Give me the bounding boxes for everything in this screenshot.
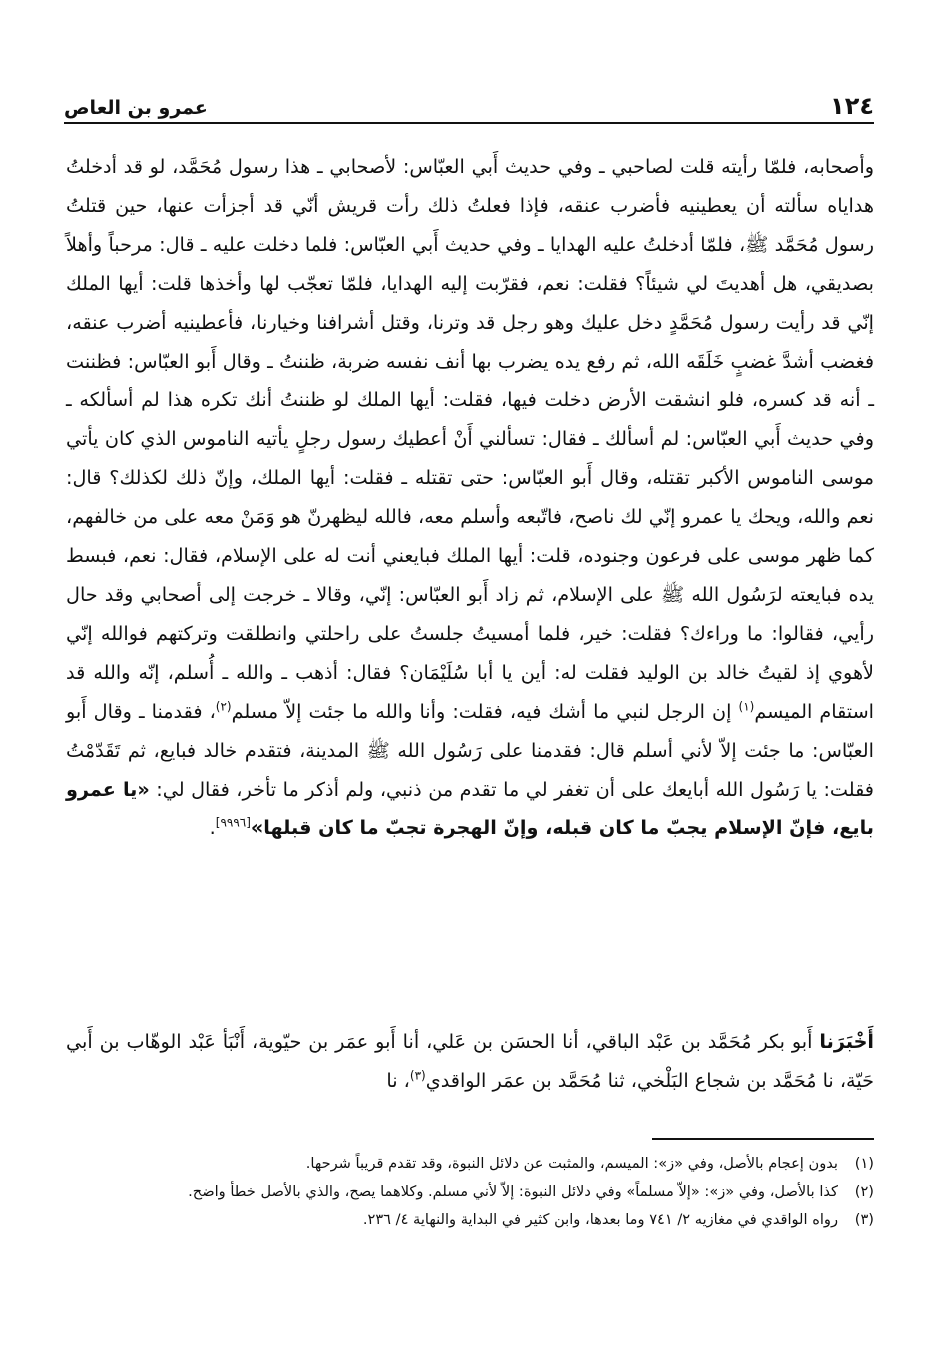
page-header xyxy=(64,78,874,124)
footnote-item xyxy=(66,1150,874,1178)
isnad-text-1: أَبو بكر مُحَمَّد بن عَبْد الباقي، أنا الحسَن بن عَلي، أنا أَبو عمَر بن حيّوية، أَنْبَأ عَبْد الوهّاب بن أَبي حَيّة، نا مُحَمَّد بن شجاع البَلْخي، ثنا مُحَمَّد بن عمَر الواقدي xyxy=(66,1030,874,1092)
footnote-item xyxy=(66,1206,874,1234)
footnote-ref-1: (١) xyxy=(738,699,755,714)
footnote-number: (١) xyxy=(854,1155,874,1172)
page-number: ١٢٤ xyxy=(830,92,874,120)
footnote-text: بدون إعجام بالأصل، وفي «ز»: الميسم، والمثبت عن دلائل النبوة، وقد تقدم قريباً شرحها. xyxy=(305,1155,838,1172)
isnad-paragraph xyxy=(66,1022,874,1100)
footnote-divider xyxy=(652,1138,874,1140)
footnotes-list xyxy=(66,1150,874,1234)
footnote-number: (٣) xyxy=(854,1211,874,1228)
footnote-ref-3: (٣) xyxy=(409,1068,426,1083)
footnote-text: رواه الواقدي في مغازيه ٢/ ٧٤١ وما بعدها، وابن كثير في البداية والنهاية ٤/ ٢٣٦. xyxy=(362,1211,838,1228)
isnad-lead-word: أَخْبَرَنا xyxy=(819,1030,874,1053)
isnad-text-2: ، نا xyxy=(386,1069,410,1092)
main-paragraph-end: . xyxy=(209,816,216,840)
hadith-quote: «يا عمرو بايع، فإنّ الإسلام يجبّ ما كان قبله، وإنّ الهجرة تجبّ ما كان قبلها» xyxy=(66,777,874,840)
footnote-item xyxy=(66,1178,874,1206)
main-paragraph-text-1: وأصحابه، فلمّا رأيته قلت لصاحبي ـ وفي حديث أَبي العبّاس: لأصحابي ـ هذا رسول مُحَمَّد، لو قد أدخلتُ هداياه سألته أن يعطينيه فأضرب عنقه، فإذا فعلتُ ذلك رأت قريش أنّي قد أجزأت عنها، حين قتلتُ رسول مُحَمَّد ﷺ، فلمّا أدخلتُ عليه الهدايا ـ وفي حديث أَبي العبّاس: فلما دخلت عليه ـ قال: مرحباً وأهلاً بصديقي، هل أهديتَ لي شيئاً؟ فقلت: نعم، فقرّبت إليه الهدايا، فلمّا تعجّب لها وأخذها قلت: أيها الملك إنّي قد رأيت رسول مُحَمَّدٍ دخل عليك وهو رجل قد وترنا، وقتل أشرافنا وخيارنا، فأعطينيه أضرب عنقه، فغضب أشدَّ غضبٍ خَلَقَه الله، ثم رفع يده يضرب بها أنف نفسه ضربة، ظننتُ ـ وقال أَبو العبّاس: فظننت ـ أنه قد كسره، فلو انشقت الأرض دخلت فيها، فقلت: أيها الملك لو ظننتُ أنك تكره هذا لم أسألكه ـ وفي حديث أَبي العبّاس: لم أسألك ـ فقال: تسألني أَنْ أعطيك رسول رجلٍ يأتيه الناموس الذي كان يأتي موسى الناموس الأكبر تقتله، وقال أَبو العبّاس: حتى تقتله ـ فقلت: أيها الملك، وإنّ ذلك لكذلك؟ قال: نعم والله، ويحك يا عمرو إنّي لك ناصح، فاتّبعه وأسلم معه، فالله ليظهرنّ هو وَمَنْ معه على من خالفهم، كما ظهر موسى على فرعون وجنوده، قلت: أيها الملك فبايعني أنت له على الإسلام، فقال: نعم، فبسط يده فبايعته لرَسُول الله ﷺ على الإسلام، ثم زاد أَبو العبّاس: إنّي، وقالا ـ خرجت إلى أصحابي وقد حال رأيي، فقالوا: ما وراءك؟ فقلت: خير، فلما أمسيتُ جلستُ على راحلتي وانطلقت وتركتهم فوالله إنّي لأهوي إذ لقيتُ خالد بن الوليد فقلت له: أين يا أبا سُلَيْمَان؟ فقال: أذهب ـ والله ـ أُسلم، إنّه والله قد استقام الميسم xyxy=(66,155,874,723)
main-paragraph-text-2: إن الرجل لنبي ما أشك فيه، فقلت: وأنا والله ما جئت إلاّ مسلم xyxy=(231,699,739,723)
footnote-text: كذا بالأصل، وفي «ز»: «إلاّ مسلماً» وفي دلائل النبوة: إلاّ لأني مسلم. وكلاهما يصح، والذي بالأصل خطأ واضح. xyxy=(188,1183,838,1200)
running-title: عمرو بن العاص xyxy=(64,97,208,119)
footnote-number: (٢) xyxy=(854,1183,874,1200)
main-paragraph-text-3: ، فقدمنا ـ وقال أَبو العبّاس: ما جئت إلاّ لأني أسلم قال: فقدمنا على رَسُول الله ﷺ المدينة، فتقدم خالد فبايع، ثم تَقَدّمْتُ فقلت: يا رَسُول الله أبايعك على أن تغفر لي ما تقدم من ذنبي، ولم أذكر ما تأخر، فقال لي: xyxy=(66,699,874,801)
footnote-ref-2: (٢) xyxy=(215,699,232,714)
main-paragraph xyxy=(66,148,874,848)
hadith-number: [٩٩٩٦] xyxy=(215,816,251,831)
